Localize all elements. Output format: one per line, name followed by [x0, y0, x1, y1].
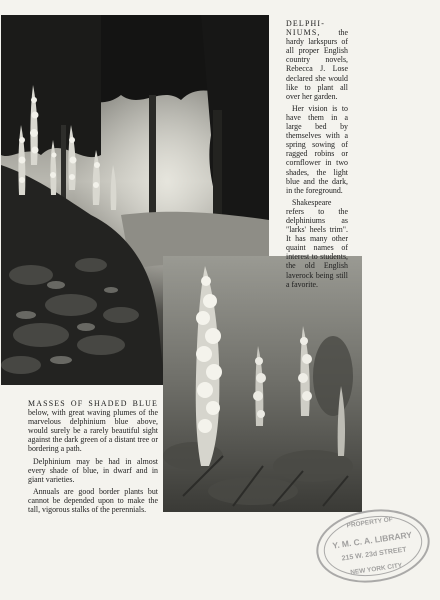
caption-lead: MASSES OF SHADED BLUE: [28, 399, 158, 408]
stamp-line-4: NEW YORK CITY: [349, 562, 403, 577]
stamp-line-2: Y. M. C. A. LIBRARY: [331, 529, 413, 551]
paragraph: [286, 19, 348, 101]
paragraph: Her vision is to have them in a large bed by themselves with a spring sowing of ragged robins or cornflower in two shades, the light blue and the dark, in the foreground.: [286, 103, 348, 195]
delphinium-closeup-photo: [163, 256, 362, 512]
lead-word: DELPHI-NIUMS,: [286, 19, 326, 38]
stamp-line-3: 215 W. 23d STREET: [341, 546, 408, 563]
paragraph: Delphinium may be had in almost every shade of blue, in dwarf and in giant varieties.: [28, 456, 158, 484]
article-body-right: [286, 19, 348, 292]
paragraph: [28, 399, 158, 454]
paragraph-text: below, with great waving plumes of the marvelous delphinium blue above, would surely be a rarely beautiful sight against the dark green of a distant tree or bordering a path.: [28, 408, 158, 454]
paragraph: Shakespeare refers to the delphiniums as "larks' heels trim". It has many other quaint names of interest to students, the old English laverock being still a favorite.: [286, 197, 348, 289]
library-stamp: [314, 508, 432, 584]
paragraph-text: the hardy larkspurs of all proper English country novels, Rebecca J. Lose declared she would like to plant all over her garden.: [286, 28, 348, 101]
stamp-line-1: PROPERTY OF: [346, 516, 394, 530]
paragraph: Annuals are good border plants but cannot be depended upon to make the tall, vigorous stalks of the perennials.: [28, 486, 158, 515]
photo-caption: [28, 399, 158, 517]
